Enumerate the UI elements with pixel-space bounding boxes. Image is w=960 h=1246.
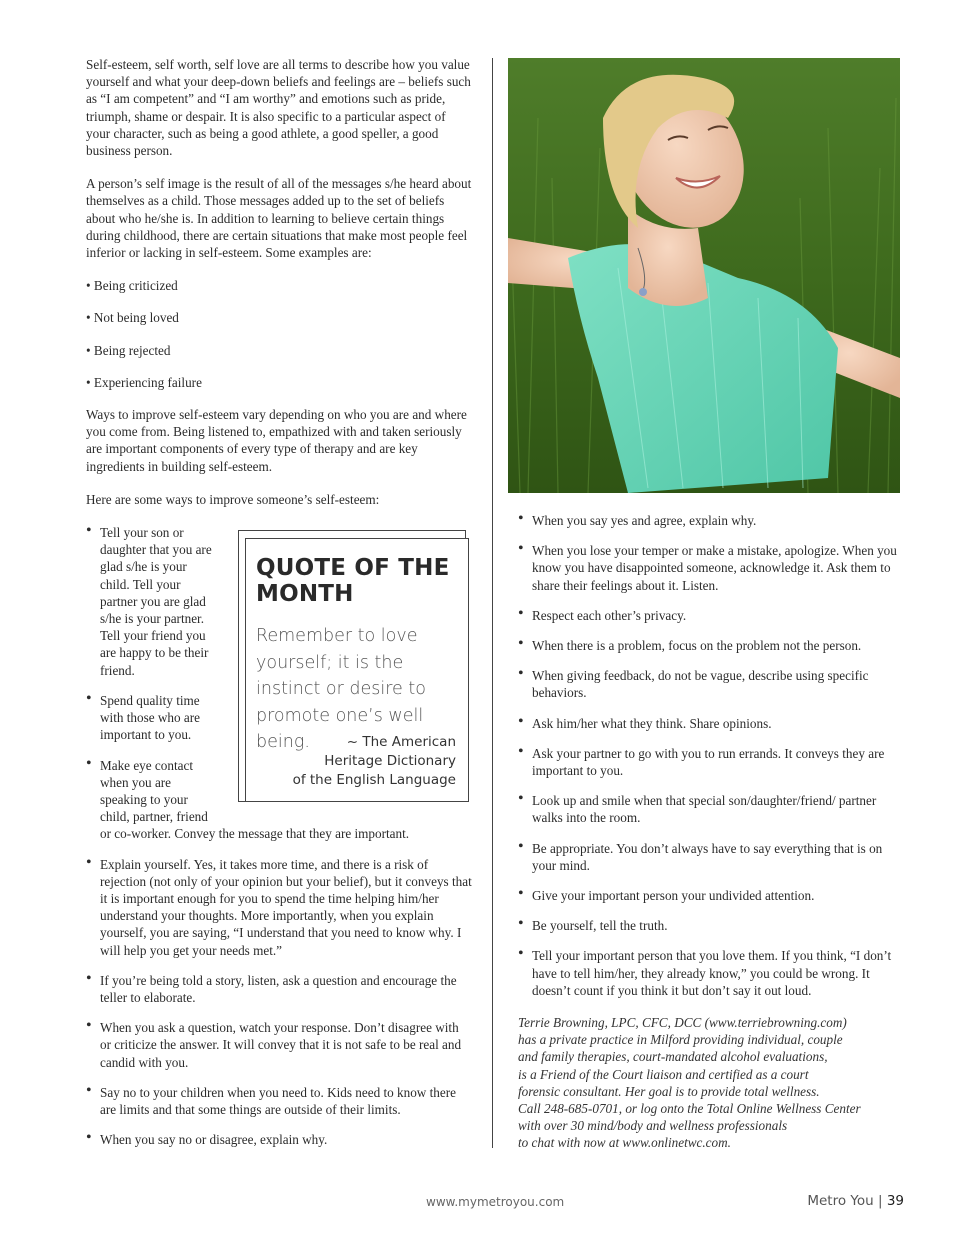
list-item: • Explain yourself. Yes, it takes more time, and there is a risk of rejection (not only of your opinion but your belief), but it conveys that it is important enough for you to spend the time helping him/her understand your thoughts. More importantly, when you explain yourself, you are saying, “I understand that you need to know why. I will help you get your needs met.” — [86, 856, 472, 959]
self-image-paragraph: A person’s self image is the result of all of the messages s/he heard about themselves as a child. Those messages added up to the set of beliefs about who he/she is. In addition to learning to believe certain things during childhood, there are certain situations that make most people feel inferior or lacking in self-esteem. Some examples are: — [86, 176, 472, 261]
list-item: • Tell your important person that you love them. If you think, “I don’t have to tell him/her, they already know,” you could be wrong. It doesn’t count if you think it but don’t say it out loud. — [518, 947, 904, 999]
bio-line: and family therapies, court-mandated alcohol evaluations, — [518, 1049, 828, 1065]
list-item: • When there is a problem, focus on the problem not the person. — [518, 637, 904, 654]
right-tips-list — [518, 512, 904, 999]
list-item: • Look up and smile when that special son/daughter/friend/ partner walks into the room. — [518, 792, 904, 826]
example-item: • Not being loved — [86, 310, 179, 326]
example-item: • Being criticized — [86, 278, 178, 294]
list-item: • Ask him/her what they think. Share opinions. — [518, 715, 904, 732]
list-item: • Tell your son or daughter that you are glad s/he is your child. Tell your partner you are glad s/he is your partner. Tell your friend you are happy to be their friend. — [86, 524, 472, 679]
quote-text: Remember to love yourself; it is the instinct or desire to promote one’s well being. — [256, 626, 426, 752]
right-column — [518, 512, 904, 1012]
ways-paragraph: Ways to improve self-esteem vary depending on who you are and where you come from. Being listened to, empathized with and taken seriously are important components of every type of therapy and are key ingredients in building self-esteem. — [86, 407, 467, 474]
list-item: • When you say yes and agree, explain why. — [518, 512, 904, 529]
list-item: • If you’re being told a story, listen, ask a question and encourage the teller to elaborate. — [86, 972, 472, 1006]
list-item: • Be appropriate. You don’t always have to say everything that is on your mind. — [518, 840, 904, 874]
author-bio — [518, 1014, 904, 1152]
bio-line: with over 30 mind/body and wellness professionals — [518, 1118, 788, 1134]
list-item: • Make eye contact when you are speaking to your child, partner, friend or co-worker. Convey the message that they are important. — [86, 757, 472, 843]
list-item: • When you say no or disagree, explain why. — [86, 1131, 472, 1148]
list-item: • Give your important person your undivided attention. — [518, 887, 904, 904]
list-item: • Respect each other’s privacy. — [518, 607, 904, 624]
list-item: • When you lose your temper or make a mistake, apologize. When you know you have disappointed someone, acknowledge it. Ask them to share their feelings about it. Listen. — [518, 542, 904, 594]
magazine-name: Metro You — [807, 1193, 874, 1209]
footer-separator: | — [877, 1193, 883, 1209]
footer-url: www.mymetroyou.com — [426, 1195, 565, 1209]
list-item: • Be yourself, tell the truth. — [518, 917, 904, 934]
ways-intro: Here are some ways to improve someone’s self-esteem: — [86, 491, 380, 507]
example-item: • Being rejected — [86, 342, 171, 358]
bio-line: is a Friend of the Court liaison and certified as a court — [518, 1066, 809, 1082]
bio-line: Call 248-685-0701, or log onto the Total Online Wellness Center — [518, 1101, 861, 1117]
quote-attribution — [256, 733, 456, 790]
list-item: • When you ask a question, watch your response. Don’t disagree with or criticize the answer. It will convey that it is not safe to be real and candid with you. — [86, 1019, 472, 1071]
quote-box-inner — [245, 538, 469, 802]
intro-paragraph: Self-esteem, self worth, self love are all terms to describe how you value yourself and what your deep-down beliefs and feelings are – beliefs such as “I am competent” and “I am worthy” and emotions such as pride, triumph, shame or despair. It is also specific to a particular aspect of your character, such as being a good athlete, a good speller, a good business person. — [86, 57, 471, 159]
column-divider — [492, 58, 493, 1148]
quote-title: QUOTE OF THE MONTH — [256, 555, 450, 607]
list-item: • Spend quality time with those who are important to you. — [86, 692, 472, 744]
list-item: • When giving feedback, do not be vague, describe using specific behaviors. — [518, 667, 904, 701]
list-item: • Say no to your children when you need to. Kids need to know there are limits and that some things are outside of their limits. — [86, 1084, 472, 1118]
list-item: • Ask your partner to go with you to run errands. It conveys they are important to you. — [518, 745, 904, 779]
page-number: 39 — [886, 1193, 904, 1209]
footer-brand — [807, 1193, 904, 1209]
quote-of-the-month-box — [238, 530, 466, 802]
attribution-line: ~ The American — [346, 734, 456, 750]
bio-line: forensic consultant. Her goal is to provide total wellness. — [518, 1083, 820, 1099]
attribution-line: Heritage Dictionary — [324, 753, 456, 769]
bio-line: to chat with now at www.onlinetwc.com. — [518, 1135, 731, 1151]
example-item: • Experiencing failure — [86, 374, 202, 390]
woman-in-field-photo — [508, 58, 900, 493]
photo-illustration — [508, 58, 900, 493]
bio-line: Terrie Browning, LPC, CFC, DCC (www.terriebrowning.com) — [518, 1015, 847, 1030]
attribution-line: of the English Language — [292, 772, 456, 788]
bio-line: has a private practice in Milford providing individual, couple — [518, 1032, 843, 1048]
